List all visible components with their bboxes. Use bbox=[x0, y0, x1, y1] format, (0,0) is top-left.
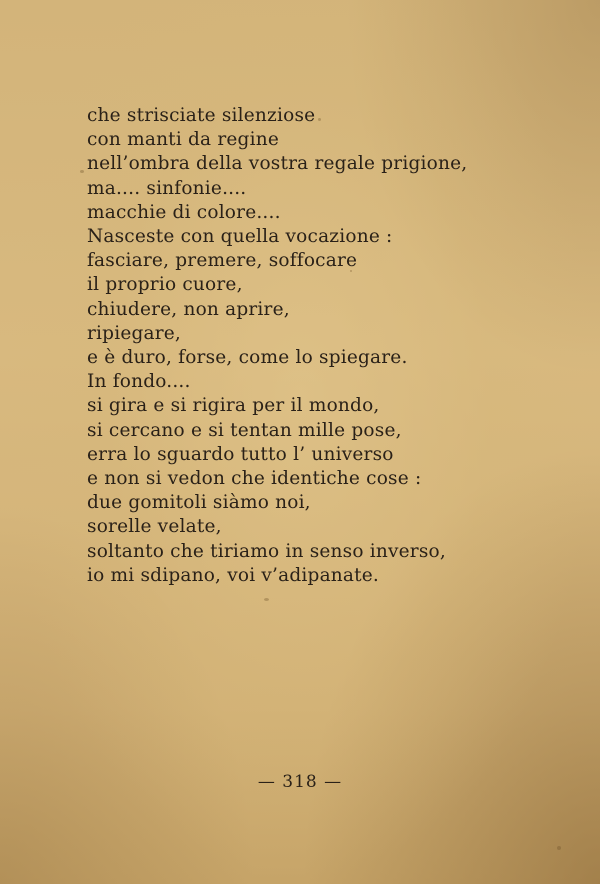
paper-blemish bbox=[557, 846, 561, 850]
poem-line: In fondo.... bbox=[87, 371, 191, 393]
poem-text bbox=[87, 104, 567, 588]
poem-line: fasciare, premere, soffocare bbox=[87, 250, 358, 272]
poem-line: ma.... sinfonie.... bbox=[87, 177, 247, 199]
poem-line: nell’ombra della vostra regale prigione, bbox=[87, 153, 468, 175]
poem-line: e è duro, forse, come lo spiegare. bbox=[87, 347, 408, 369]
poem-line: si cercano e si tentan mille pose, bbox=[87, 419, 402, 441]
poem-line: con manti da regine bbox=[87, 129, 279, 151]
page-number: — 318 — bbox=[257, 772, 343, 792]
poem-line: io mi sdipano, voi v’adipanate. bbox=[87, 564, 380, 586]
poem-line: Nasceste con quella vocazione : bbox=[87, 226, 393, 248]
poem-line: erra lo sguardo tutto l’ universo bbox=[87, 443, 394, 465]
poem-line: si gira e si rigira per il mondo, bbox=[87, 395, 380, 417]
poem-line: soltanto che tiriamo in senso inverso, bbox=[87, 540, 446, 562]
poem-line: macchie di colore.... bbox=[87, 201, 281, 223]
poem-line: il proprio cuore, bbox=[87, 274, 243, 296]
poem-line: che strisciate silenziose bbox=[87, 105, 316, 126]
poem-line: e non si vedon che identiche cose : bbox=[87, 468, 422, 490]
poem-line: ripiegare, bbox=[87, 322, 182, 344]
poem-line: chiudere, non aprire, bbox=[87, 298, 290, 320]
poem-line: sorelle velate, bbox=[87, 516, 222, 538]
paper-blemish bbox=[80, 170, 84, 173]
poem-line: due gomitoli siàmo noi, bbox=[87, 492, 311, 514]
paper-blemish bbox=[264, 598, 269, 601]
